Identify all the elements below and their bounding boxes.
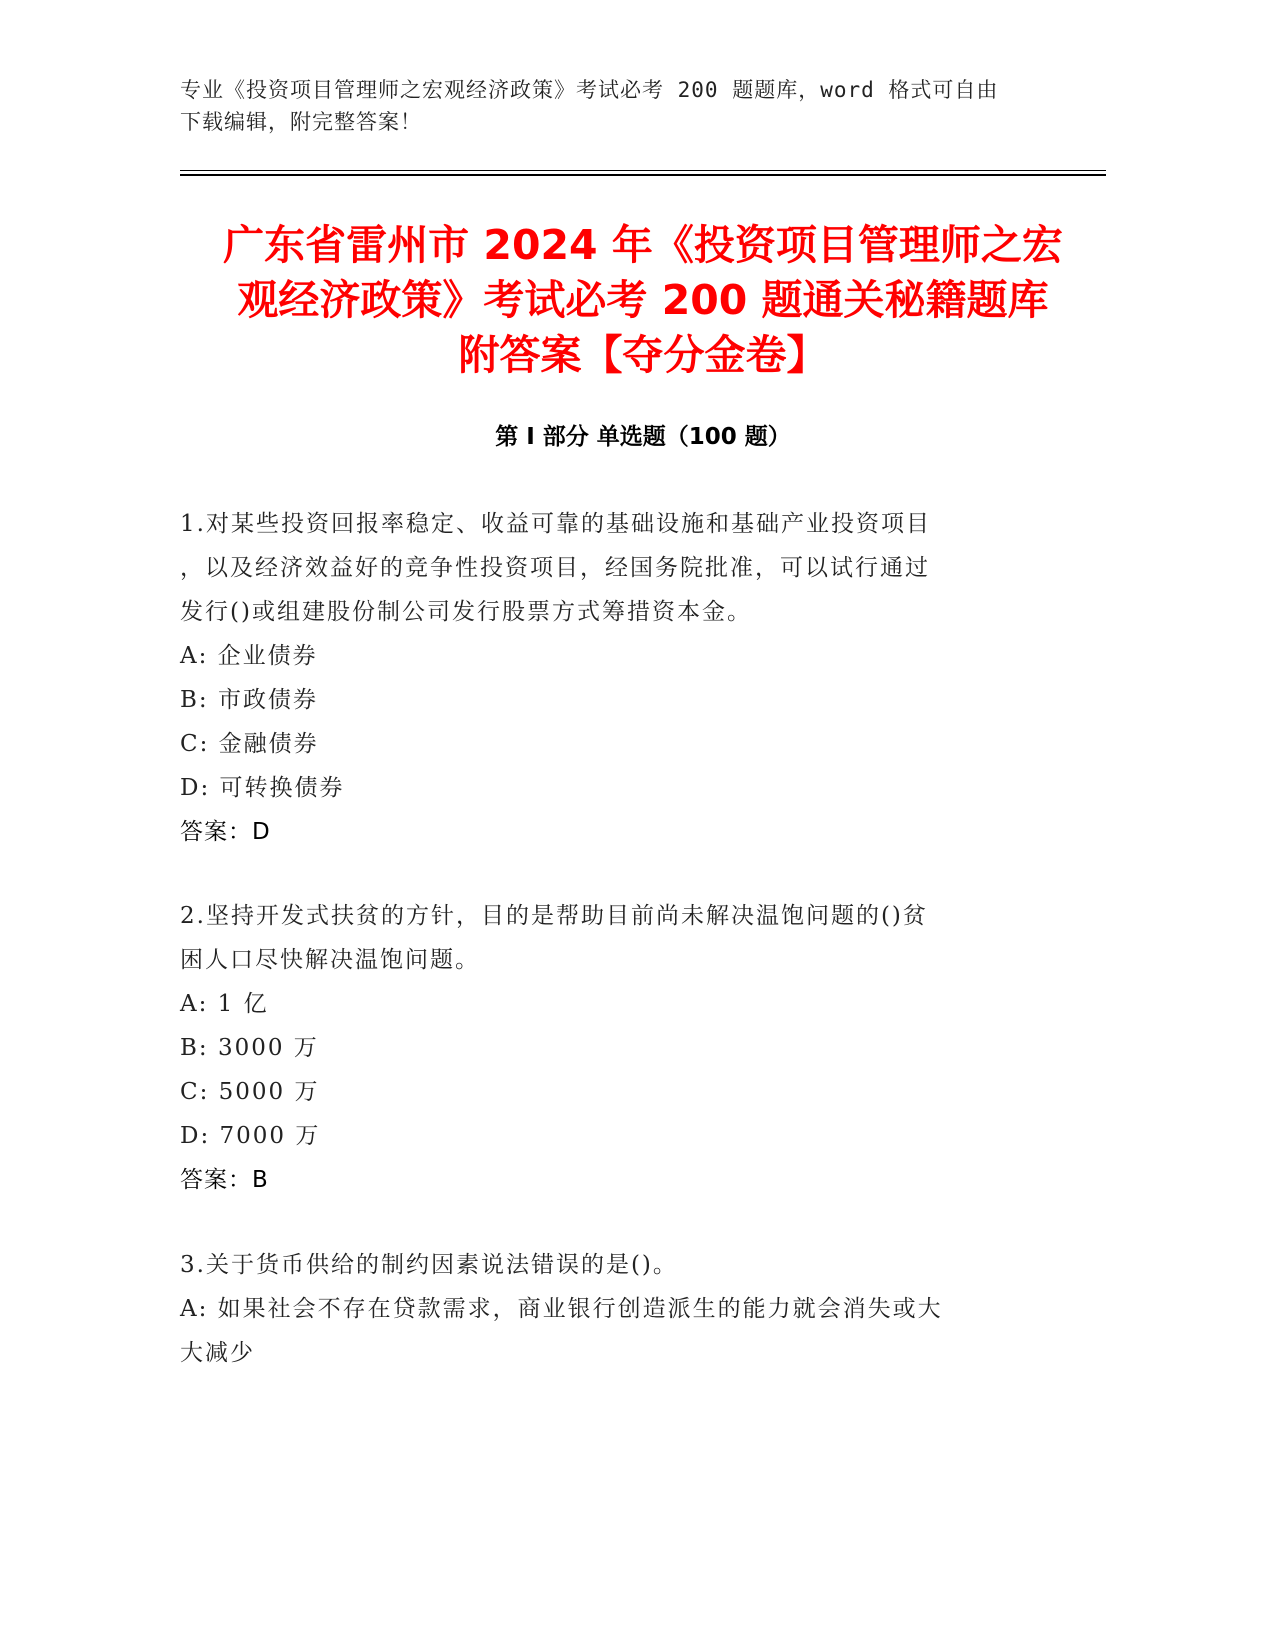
header-note (180, 74, 1060, 138)
option-c: C: 5000 万 (180, 1079, 320, 1105)
answer-key: 答案：D (180, 819, 271, 845)
option-a: A: 企业债券 (180, 643, 318, 669)
question-3 (180, 1243, 1060, 1375)
question-stem-line: ，以及经济效益好的竞争性投资项目，经国务院批准，可以试行通过 (180, 555, 930, 581)
question-stem-line: 发行()或组建股份制公司发行股票方式筹措资本金。 (180, 599, 752, 625)
question-stem-line: 2.坚持开发式扶贫的方针，目的是帮助目前尚未解决温饱问题的()贫 (180, 903, 928, 929)
option-a: A: 1 亿 (180, 991, 269, 1017)
question-stem-line: 困人口尽快解决温饱问题。 (180, 947, 480, 973)
option-c: C: 金融债券 (180, 731, 319, 757)
title-line-1: 广东省雷州市 2024 年《投资项目管理师之宏 (223, 221, 1063, 269)
title-line-2: 观经济政策》考试必考 200 题通关秘籍题库 (237, 276, 1049, 324)
option-a: A: 如果社会不存在贷款需求，商业银行创造派生的能力就会消失或大 (180, 1296, 943, 1322)
question-1 (180, 502, 1060, 854)
option-d: D: 7000 万 (180, 1123, 321, 1149)
section-heading: 第 I 部分 单选题（100 题） (495, 424, 791, 450)
header-note-line-1: 专业《投资项目管理师之宏观经济政策》考试必考 200 题题库，word 格式可自由 (180, 78, 999, 102)
question-stem-line: 1.对某些投资回报率稳定、收益可靠的基础设施和基础产业投资项目 (180, 511, 931, 537)
option-b: B: 市政债券 (180, 687, 318, 713)
option-d: D: 可转换债券 (180, 775, 345, 801)
answer-key: 答案：B (180, 1167, 269, 1193)
option-a-continued: 大减少 (180, 1340, 255, 1366)
header-note-line-2: 下载编辑，附完整答案！ (180, 110, 422, 134)
title-line-3: 附答案【夺分金卷】 (458, 331, 828, 379)
header-rule-bottom (180, 174, 1106, 176)
option-b: B: 3000 万 (180, 1035, 319, 1061)
question-2 (180, 894, 1060, 1202)
document-title (180, 218, 1106, 383)
question-stem-line: 3.关于货币供给的制约因素说法错误的是()。 (180, 1252, 678, 1278)
header-rule-top (180, 170, 1106, 171)
